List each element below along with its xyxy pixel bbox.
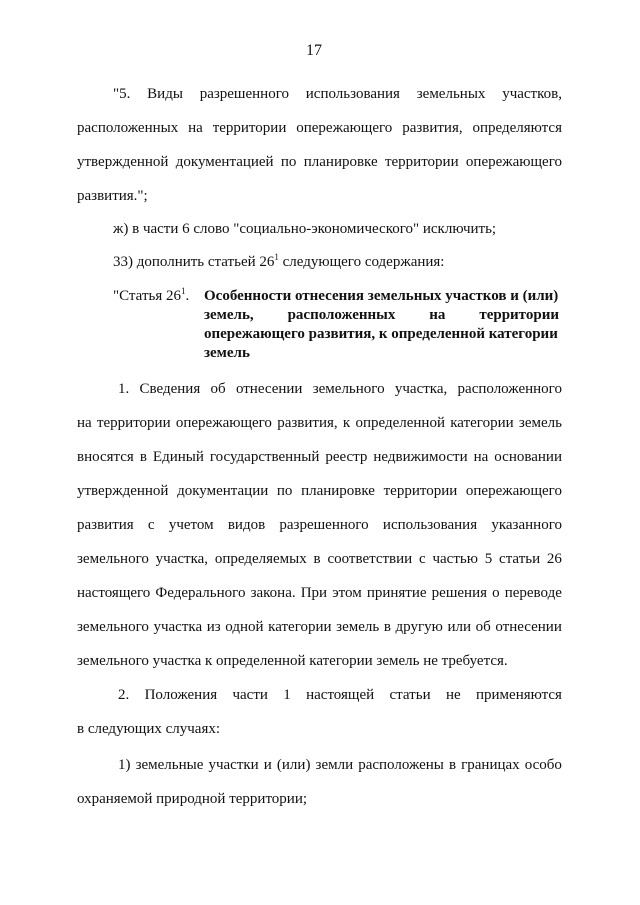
- word: государственный: [209, 449, 320, 465]
- word: При: [300, 585, 328, 601]
- word: частью: [432, 551, 478, 567]
- word: планировке: [301, 483, 375, 499]
- word: на: [77, 415, 92, 431]
- p5-line-3: [77, 153, 562, 171]
- word: 1.: [118, 381, 130, 397]
- item-33: [113, 253, 444, 271]
- case1-line-2: охраняемой природной территории;: [77, 791, 308, 807]
- word: земельного: [77, 551, 149, 567]
- item-33-sup: 1: [274, 252, 279, 262]
- word: участка,: [155, 551, 209, 567]
- word: части: [232, 687, 268, 703]
- word: с: [147, 517, 155, 533]
- word: и: [263, 757, 272, 773]
- part1-line-2: [77, 414, 562, 432]
- word: отнесении: [495, 619, 562, 635]
- word: недвижимости: [373, 449, 468, 465]
- word: утвержденной: [77, 483, 169, 499]
- word: "5.: [113, 86, 131, 102]
- word: земель: [336, 619, 380, 635]
- word: 1): [118, 757, 131, 773]
- part2-line-1: [118, 686, 562, 704]
- word: об: [475, 619, 491, 635]
- item-33-text: 33) дополнить статьей 26: [113, 254, 275, 270]
- word: участка: [153, 619, 203, 635]
- word: на: [429, 307, 446, 323]
- word: опережающего: [296, 120, 393, 136]
- article-title-line-3: опережающего развития, к определенной категории: [204, 326, 558, 342]
- word: 2.: [118, 687, 130, 703]
- word: территории: [479, 307, 559, 323]
- word: категории: [268, 619, 332, 635]
- word: на: [473, 449, 489, 465]
- word: об: [210, 381, 226, 397]
- case1-line-1: [118, 756, 562, 774]
- word: или: [447, 619, 471, 635]
- word: Виды: [147, 86, 183, 102]
- word: 26: [546, 551, 562, 567]
- p5-line-2: [77, 119, 562, 137]
- word: закона.: [250, 585, 296, 601]
- word: развития,: [277, 415, 338, 431]
- word: земель: [518, 415, 562, 431]
- word: одной: [225, 619, 264, 635]
- word: документацией: [175, 154, 274, 170]
- word: опережающего: [175, 415, 272, 431]
- word: опережающего: [465, 483, 562, 499]
- word: принятие: [366, 585, 427, 601]
- p5-line-1: [113, 85, 562, 103]
- word: в: [448, 757, 457, 773]
- word: развития: [77, 517, 134, 533]
- word: развития,: [402, 120, 463, 136]
- word: расположенных: [77, 120, 179, 136]
- word: вносятся: [77, 449, 134, 465]
- word: статьи: [389, 687, 431, 703]
- word: отнесении: [235, 381, 303, 397]
- word: о: [492, 585, 500, 601]
- part1-line-4: [77, 482, 562, 500]
- part1-line-9: земельного участка к определенной категории земель не требуется.: [77, 653, 508, 669]
- word: к: [342, 415, 351, 431]
- word: Единый: [152, 449, 204, 465]
- word: расположены: [358, 757, 444, 773]
- part1-line-3: [77, 448, 562, 466]
- word: настоящей: [306, 687, 375, 703]
- word: границах: [461, 757, 520, 773]
- word: указанного: [491, 517, 562, 533]
- article-title-line-2: [204, 306, 559, 324]
- word: определенной: [355, 415, 445, 431]
- article-label-sup: 1: [180, 286, 186, 296]
- word: участков,: [502, 86, 562, 102]
- word: территории: [383, 483, 458, 499]
- word: земельного: [77, 619, 149, 635]
- article-label: [113, 287, 189, 305]
- article-label-dot: .: [185, 288, 190, 304]
- item-33-tail: следующего содержания:: [278, 254, 445, 270]
- word: на: [188, 120, 203, 136]
- part1-line-7: [77, 584, 562, 602]
- word: земельные: [135, 757, 204, 773]
- word: с: [419, 551, 426, 567]
- word: земельного: [312, 381, 385, 397]
- word: по: [280, 154, 297, 170]
- word: переводе: [504, 585, 562, 601]
- article-label-text: "Статья 26: [113, 288, 181, 304]
- word: 1: [283, 687, 291, 703]
- word: не: [445, 687, 461, 703]
- part2-line-2: в следующих случаях:: [77, 721, 221, 737]
- word: статьи: [499, 551, 541, 567]
- word: документации: [177, 483, 269, 499]
- article-title-line-1: Особенности отнесения земельных участков и (или): [204, 288, 559, 304]
- part1-line-6: [77, 550, 562, 568]
- word: решения: [431, 585, 487, 601]
- p5-line-4: развития.";: [77, 188, 148, 204]
- word: Федерального: [155, 585, 246, 601]
- word: в: [383, 619, 391, 635]
- word: категории: [450, 415, 514, 431]
- word: видов: [227, 517, 266, 533]
- word: разрешенного: [279, 517, 369, 533]
- word: территории: [384, 154, 459, 170]
- word: особо: [524, 757, 562, 773]
- word: опережающего: [465, 154, 562, 170]
- word: по: [276, 483, 293, 499]
- word: 5: [484, 551, 493, 567]
- word: из: [206, 619, 221, 635]
- word: Сведения: [139, 381, 201, 397]
- word: основании: [494, 449, 562, 465]
- word: земли: [315, 757, 354, 773]
- word: земель,: [204, 307, 254, 323]
- word: использования: [382, 517, 478, 533]
- word: расположенного: [457, 381, 562, 397]
- word: применяются: [475, 687, 562, 703]
- article-title-line-4: земель: [204, 345, 250, 361]
- word: учетом: [168, 517, 214, 533]
- word: настоящего: [77, 585, 151, 601]
- part1-line-1: [118, 380, 562, 398]
- word: территории: [96, 415, 171, 431]
- word: расположенных: [287, 307, 396, 323]
- word: разрешенного: [199, 86, 289, 102]
- word: участки: [208, 757, 259, 773]
- part1-line-8: [77, 618, 562, 636]
- part1-line-5: [77, 516, 562, 534]
- word: этом: [332, 585, 362, 601]
- word: (или): [276, 757, 311, 773]
- word: в: [313, 551, 321, 567]
- word: соответствии: [327, 551, 413, 567]
- word: определяются: [472, 120, 562, 136]
- word: другую: [395, 619, 443, 635]
- word: утвержденной: [77, 154, 169, 170]
- word: определяемых: [214, 551, 307, 567]
- item-zh: ж) в части 6 слово "социально-экономического" исключить;: [113, 221, 497, 237]
- word: в: [139, 449, 147, 465]
- word: реестр: [325, 449, 368, 465]
- word: планировке: [303, 154, 378, 170]
- page-number: 17: [306, 42, 322, 59]
- word: Положения: [144, 687, 218, 703]
- word: участка,: [394, 381, 448, 397]
- word: земельных: [416, 86, 486, 102]
- word: использования: [305, 86, 400, 102]
- word: территории: [212, 120, 287, 136]
